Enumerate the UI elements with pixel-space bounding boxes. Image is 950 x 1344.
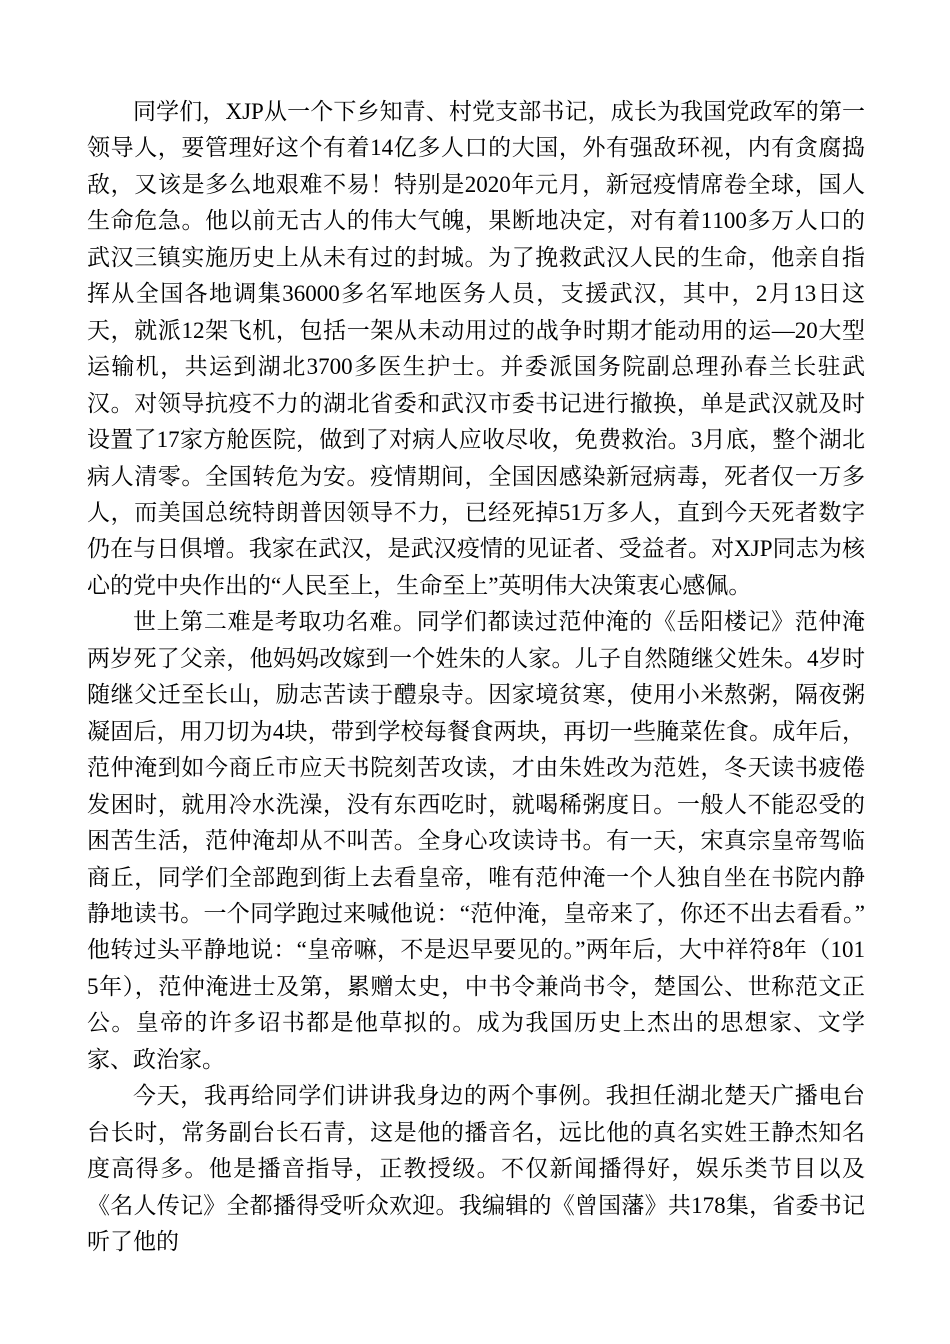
- document-text-body: [87, 94, 865, 1261]
- paragraph-2: 世上第二难是考取功名难。同学们都读过范仲淹的《岳阳楼记》范仲淹两岁死了父亲，他妈妈改嫁到一个姓朱的人家。儿子自然随继父姓朱。4岁时随继父迁至长山，励志苦读于醴泉寺。因家境贫寒，使用小米熬粥，隔夜粥凝固后，用刀切为4块，带到学校每餐食两块，再切一些腌菜佐食。成年后，范仲淹到如今商丘市应天书院刻苦攻读，才由朱姓改为范姓，冬天读书疲倦发困时，就用冷水洗澡，没有东西吃时，就喝稀粥度日。一般人不能忍受的困苦生活，范仲淹却从不叫苦。全身心攻读诗书。有一天，宋真宗皇帝驾临商丘，同学们全部跑到街上去看皇帝，唯有范仲淹一个人独自坐在书院内静静地读书。一个同学跑过来喊他说：“范仲淹，皇帝来了，你还不出去看看。”他转过头平静地说：“皇帝嘛，不是迟早要见的。”两年后，大中祥符8年（1015年），范仲淹进士及第，累赠太史，中书令兼尚书令，楚国公、世称范文正公。皇帝的许多诏书都是他草拟的。成为我国历史上杰出的思想家、文学家、政治家。: [87, 609, 865, 1072]
- paragraph-3: 今天，我再给同学们讲讲我身边的两个事例。我担任湖北楚天广播电台台长时，常务副台长石青，这是他的播音名，远比他的真名实姓王静杰知名度高得多。他是播音指导，正教授级。不仅新闻播得好，娱乐类节目以及《名人传记》全都播得受听众欢迎。我编辑的《曾国藩》共178集，省委书记听了他的: [87, 1083, 865, 1255]
- paragraph-1: 同学们，XJP从一个下乡知青、村党支部书记，成长为我国党政军的第一领导人，要管理好这个有着14亿多人口的大国，外有强敌环视，内有贪腐捣敌，又该是多么地艰难不易！特别是2020年元月，新冠疫情席卷全球，国人生命危急。他以前无古人的伟大气魄，果断地决定，对有着1100多万人口的武汉三镇实施历史上从未有过的封城。为了挽救武汉人民的生命，他亲自指挥从全国各地调集36000多名军地医务人员，支援武汉，其中，2月13日这天，就派12架飞机，包括一架从未动用过的战争时期才能动用的运—20大型运输机，共运到湖北3700多医生护士。并委派国务院副总理孙春兰长驻武汉。对领导抗疫不力的湖北省委和武汉市委书记进行撤换，单是武汉就及时设置了17家方舱医院，做到了对病人应收尽收，免费救治。3月底，整个湖北病人清零。全国转危为安。疫情期间，全国因感染新冠病毒，死者仅一万多人，而美国总统特朗普因领导不力，已经死掉51万多人，直到今天死者数字仍在与日俱增。我家在武汉，是武汉疫情的见证者、受益者。对XJP同志为核心的党中央作出的“人民至上，生命至上”英明伟大决策衷心感佩。: [87, 99, 865, 598]
